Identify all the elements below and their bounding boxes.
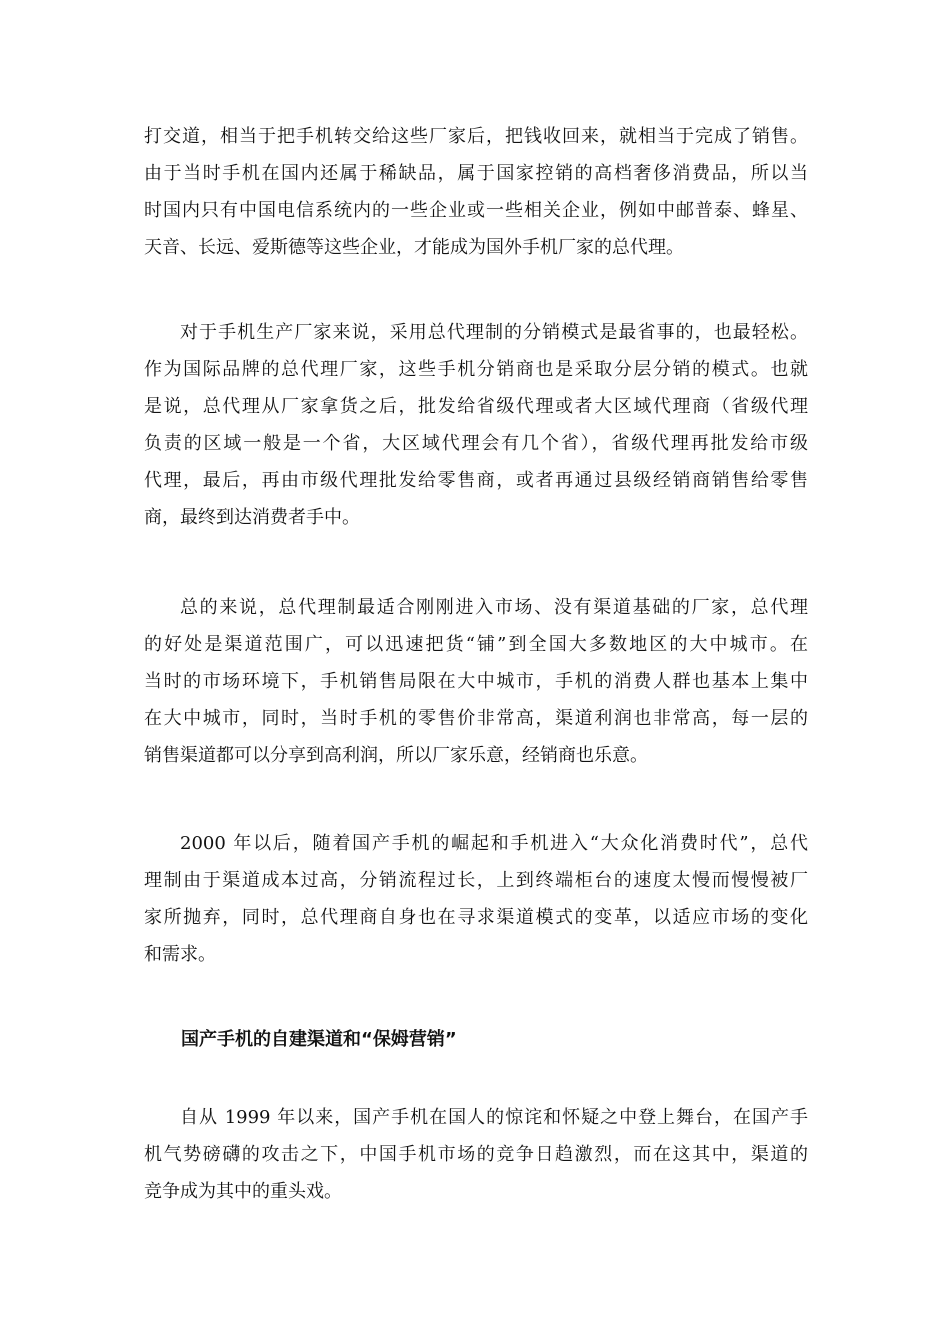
text-line: 总的来说，总代理制最适合刚刚进入市场、没有渠道基础的厂家，总代理 <box>180 597 808 618</box>
text-line: 2000 年以后，随着国产手机的崛起和手机进入“大众化消费时代”，总代 <box>180 833 808 854</box>
text-line: 代理，最后，再由市级代理批发给零售商，或者再通过县级经销商销售给零售 <box>144 470 808 491</box>
text-line: 由于当时手机在国内还属于稀缺品，属于国家控销的高档奢侈消费品，所以当 <box>144 163 808 184</box>
text-line: 销售渠道都可以分享到高利润，所以厂家乐意，经销商也乐意。 <box>144 745 648 766</box>
text-line: 家所抛弃，同时，总代理商自身也在寻求渠道模式的变革，以适应市场的变化 <box>144 907 808 928</box>
text-line: 对于手机生产厂家来说，采用总代理制的分销模式是最省事的，也最轻松。 <box>180 322 808 343</box>
text-line: 在大中城市，同时，当时手机的零售价非常高，渠道利润也非常高，每一层的 <box>144 708 808 729</box>
text-line: 天音、长远、爱斯德等这些企业，才能成为国外手机厂家的总代理。 <box>144 237 684 258</box>
section-heading: 国产手机的自建渠道和“保姆营销” <box>181 1029 457 1050</box>
text-line: 时国内只有中国电信系统内的一些企业或一些相关企业，例如中邮普泰、蜂星、 <box>144 200 808 221</box>
paragraph-3 <box>144 589 808 774</box>
text-line: 竞争成为其中的重头戏。 <box>144 1181 342 1202</box>
paragraph-2 <box>144 314 808 536</box>
text-line: 打交道，相当于把手机转交给这些厂家后，把钱收回来，就相当于完成了销售。 <box>144 126 808 147</box>
text-line: 是说，总代理从厂家拿货之后，批发给省级代理或者大区域代理商（省级代理 <box>144 396 808 417</box>
paragraph-1 <box>144 118 808 266</box>
text-line: 作为国际品牌的总代理厂家，这些手机分销商也是采取分层分销的模式。也就 <box>144 359 808 380</box>
text-line: 负责的区域一般是一个省，大区域代理会有几个省），省级代理再批发给市级 <box>144 433 808 454</box>
text-line: 和需求。 <box>144 944 216 965</box>
text-line: 商，最终到达消费者手中。 <box>144 507 360 528</box>
text-line: 机气势磅礴的攻击之下，中国手机市场的竞争日趋激烈，而在这其中，渠道的 <box>144 1144 808 1165</box>
paragraph-4 <box>144 825 808 973</box>
text-line: 的好处是渠道范围广，可以迅速把货“铺”到全国大多数地区的大中城市。在 <box>144 634 808 655</box>
text-line: 当时的市场环境下，手机销售局限在大中城市，手机的消费人群也基本上集中 <box>144 671 808 692</box>
text-line: 理制由于渠道成本过高，分销流程过长，上到终端柜台的速度太慢而慢慢被厂 <box>144 870 808 891</box>
paragraph-5 <box>144 1099 808 1210</box>
text-line: 自从 1999 年以来，国产手机在国人的惊诧和怀疑之中登上舞台，在国产手 <box>180 1107 808 1128</box>
